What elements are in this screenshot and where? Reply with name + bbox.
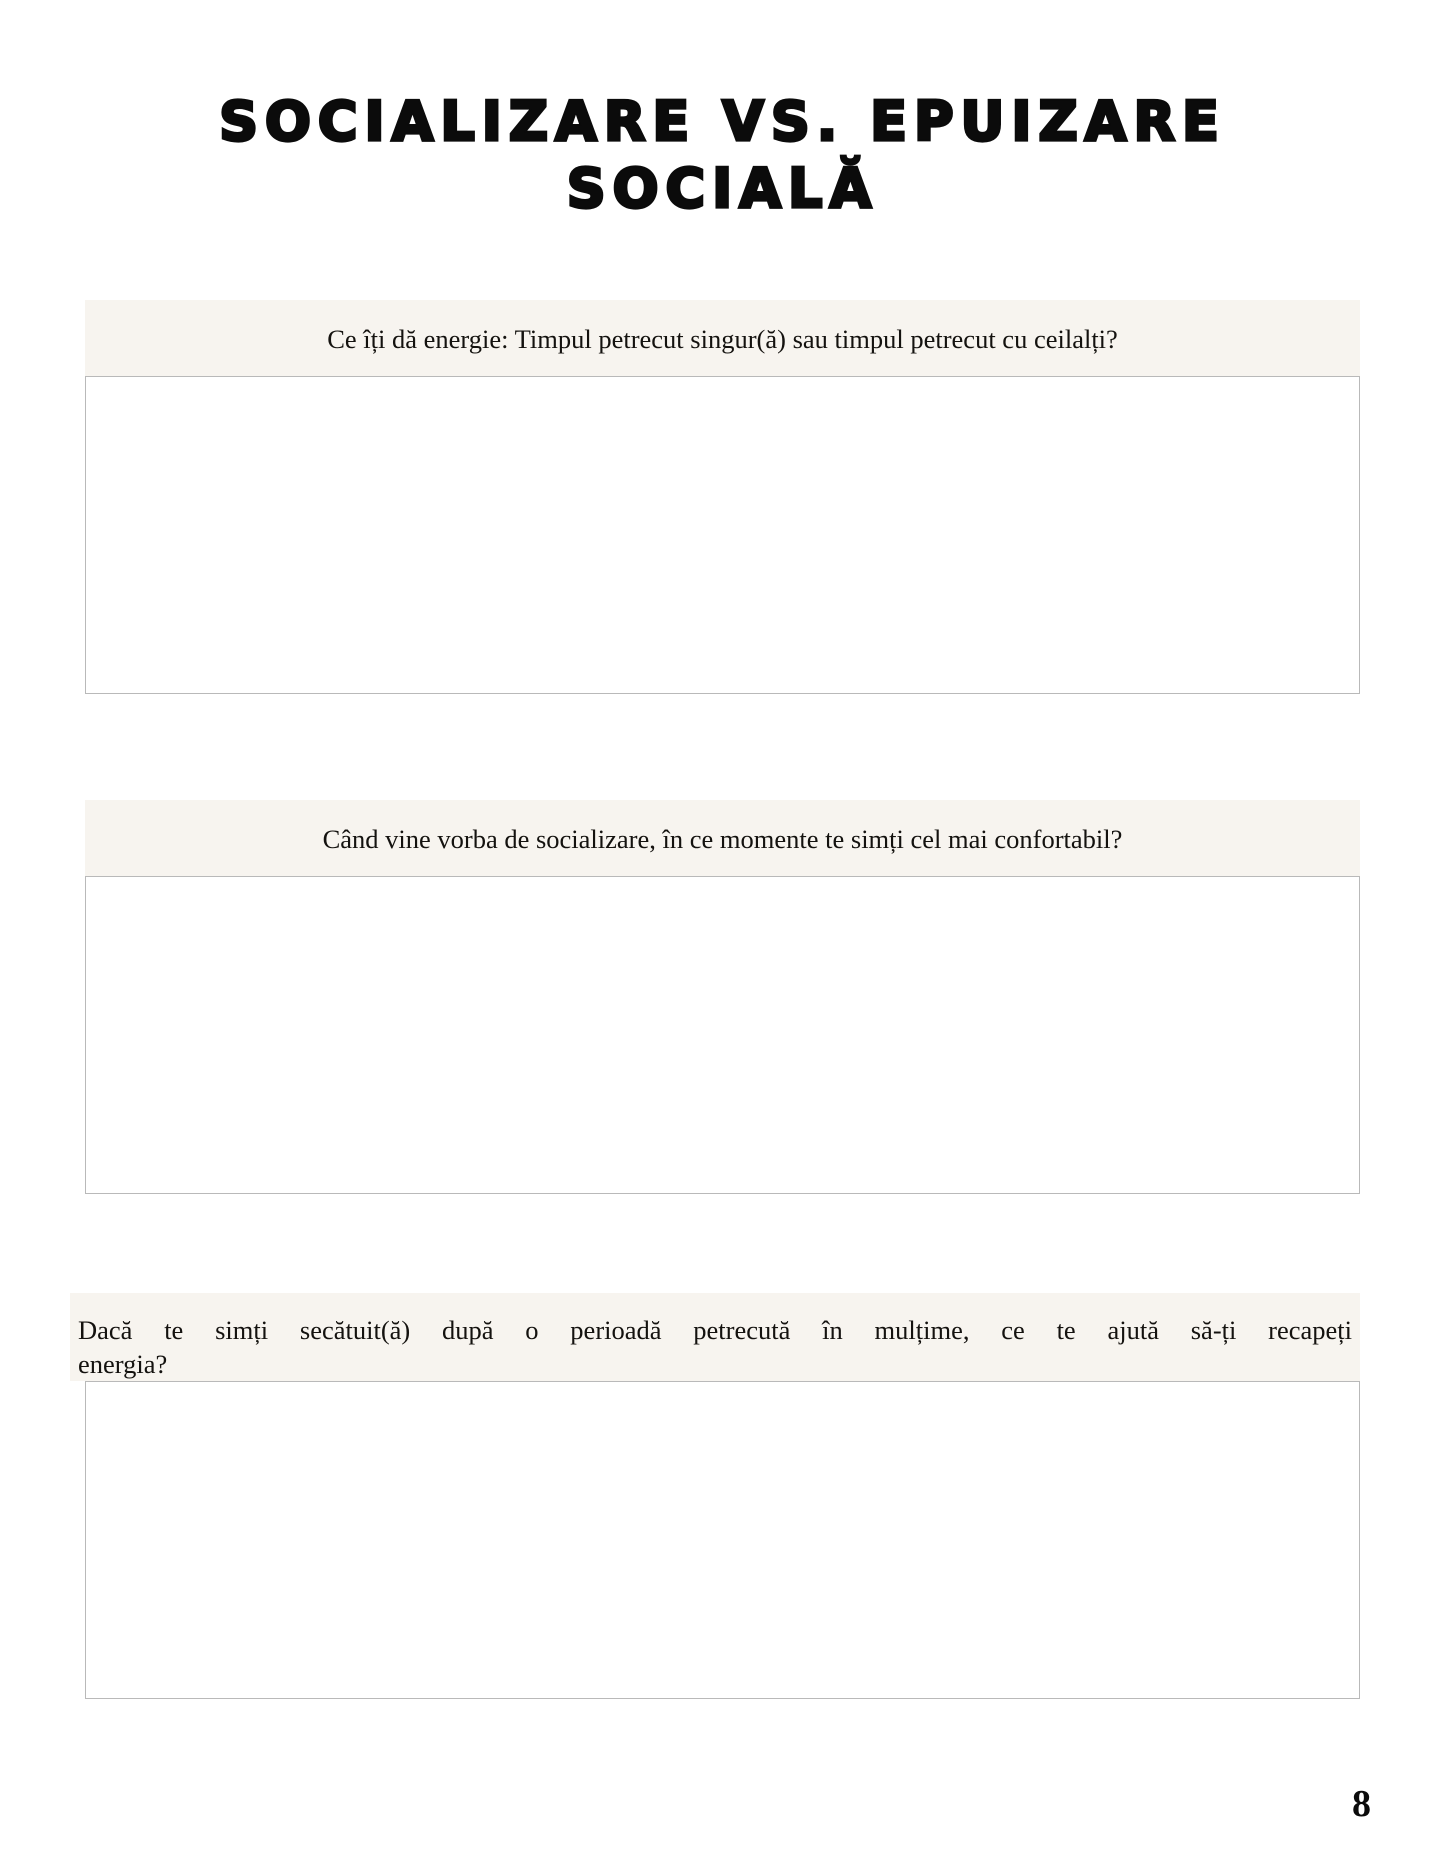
question-prompt-3-line-2: energia? xyxy=(78,1349,168,1380)
question-prompt-2: Când vine vorba de socializare, în ce momente te simți cel mai confortabil? xyxy=(85,800,1360,876)
question-prompt-3 xyxy=(70,1293,1360,1381)
question-block-3 xyxy=(70,1293,1360,1699)
question-block-2 xyxy=(85,800,1360,1194)
answer-field-2[interactable] xyxy=(85,876,1360,1194)
page-title-line-1: SOCIALIZARE VS. EPUIZARE xyxy=(219,90,1226,154)
question-block-1 xyxy=(85,300,1360,694)
page-title xyxy=(0,92,1445,219)
answer-field-1[interactable] xyxy=(85,376,1360,694)
answer-field-3[interactable] xyxy=(85,1381,1360,1699)
question-prompt-1: Ce îți dă energie: Timpul petrecut singur(ă) sau timpul petrecut cu ceilalți? xyxy=(85,300,1360,376)
page-number: 8 xyxy=(1352,1783,1371,1825)
question-prompt-3-line-1: Dacă te simți secătuit(ă) după o perioadă petrecută în mulțime, ce te ajută să-ți recapeți xyxy=(78,1315,1352,1345)
page-title-line-2: SOCIALĂ xyxy=(566,156,879,220)
